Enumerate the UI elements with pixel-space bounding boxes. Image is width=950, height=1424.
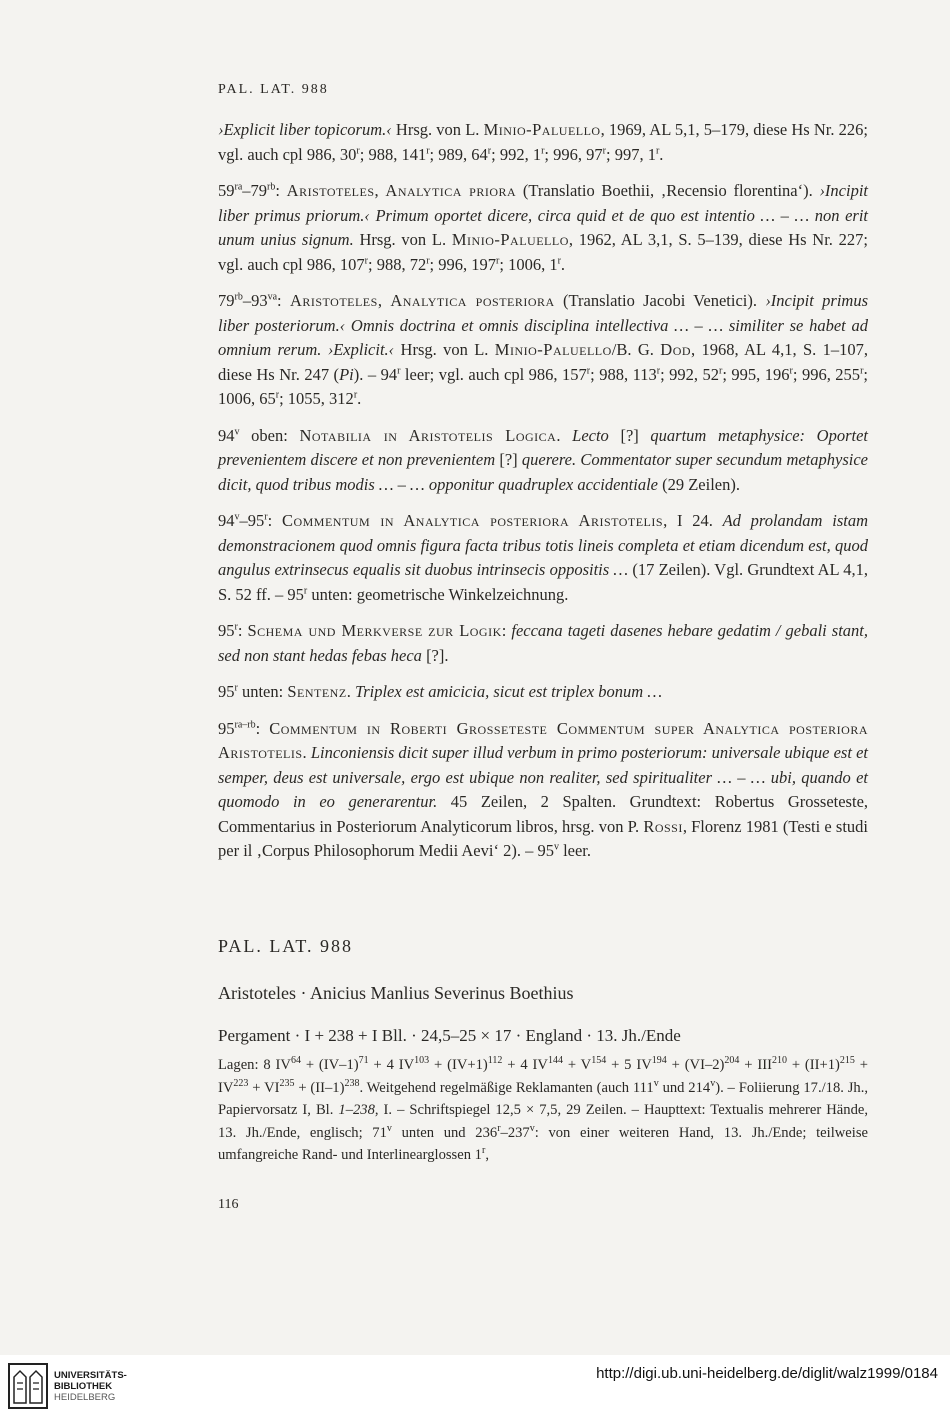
- entry-schema: 95$^r$: Schema und Merkverse zur Logik: feccana tageti dasenes hebare gedatim / gebali stant, sed non stant hedas febas heca [?].: [218, 621, 868, 665]
- entry-analytica-priora: $59^{ra}-79^{rb}$: Aristoteles, Analytica priora (Translatio Boethii, ‚Recensio florentina‘). ›Incipit liber primus priorum.‹ Primum oportet dicere, circa quid et de quo est intentio … – … non erit unum unius signum. Hrsg. von L. Minio-Paluello, 1962, AL 3,1, S. 5–139, diese Hs Nr. 227; vgl. auch cpl 986, 107$^r$; 988, 72$^r$; 996, 197$^r$; 1006, 1$^r$.: [218, 181, 868, 274]
- section-specs: Pergament · I + 238 + I Bll. · 24,5–25 × 17 · England · 13. Jh./Ende: [218, 1026, 681, 1045]
- running-head: PAL. LAT. 988: [218, 82, 329, 97]
- section-shelfmark: PAL. LAT. 988: [218, 936, 354, 956]
- entry-grosseteste: $95^{ra-rb}$: Commentum in Roberti Grosseteste Commentum super Analytica posteriora Aristotelis. Linconiensis dicit super illud verbum in primo posteriorum: universale ubique est et semper, deus est universale, ergo est ubique non realiter, sed spiritualiter … – … ubi, quando et quomodo in eo generarentur. 45 Zeilen, 2 Spalten. Grundtext: Robertus Grosseteste, Commentarius in Posteriorum Analyticorum libros, hrsg. von P. Rossi, Florenz 1981 (Testi e studi per il ‚Corpus Philosophorum Medii Aevi‘ 2). – 95$^v$ leer.: [218, 718, 869, 860]
- entry-sentenz: 95$^r$ unten: Sentenz. Triplex est amicicia, sicut est triplex bonum …: [218, 682, 662, 701]
- entry-analytica-posteriora: $79^{rb}-93^{va}$: Aristoteles, Analytica posteriora (Translatio Jacobi Venetici). ›Incipit primus liber posteriorum.‹ Omnis doctrina et omnis disciplina intellectiva … – … similiter se habet ad omnium rerum. ›Explicit.‹ Hrsg. von L. Minio-Paluello/B. G. Dod, 1968, AL 4,1, S. 1–107, diese Hs Nr. 247 (Pi). – 94$^r$ leer; vgl. auch cpl 986, 157$^r$; 988, 113$^r$; 992, 52$^r$; 995, 196$^r$; 996, 255$^r$; 1006, 65$^r$; 1055, 312$^r$.: [218, 291, 868, 408]
- entry-notabilia: 94$^v$ oben: Notabilia in Aristotelis Logica. Lecto [?] quartum metaphysice: Oportet prevenientem discere et non prevenientem [?] querere. Commentator super secundum metaphysice dicit, quod tribus modis … – … opponitur quadruplex accidentiale (29 Zeilen).: [218, 425, 869, 494]
- codicological-description: Lagen: 8 $IV^{64} + (IV-1)^{71} + 4$ $IV^{103} + (IV+1)^{112} + 4$ $IV^{144} + V^{154} + 5$ $IV^{194} + (VI-2)^{204} + III^{210} + (II+1)^{215} + IV^{223} + VI^{235} + (II-1)^{238}$. Weitgehend regelmäßige Reklamanten (auch 111$^v$ und 214$^v$). – Foliierung 17./18. Jh., Papiervorsatz I, Bl. 1–238, I. – Schriftspiegel 12,5 × 7,5, 29 Zeilen. – Haupttext: Textualis mehrerer Hände, 13. Jh./Ende, englisch; 71$^v$ unten und 236$^r$–237$^v$: von einer weiteren Hand, 13. Jh./Ende; teilweise umfangreiche Rand- und Interlinearglossen 1$^r$,: [218, 1055, 869, 1163]
- university-library-logo-icon: [8, 1363, 48, 1409]
- source-url-link[interactable]: http://digi.ub.uni-heidelberg.de/diglit/walz1999/0184: [596, 1365, 938, 1382]
- section-title: Aristoteles · Anicius Manlius Severinus Boethius: [218, 983, 574, 1003]
- entries-column: [218, 118, 868, 876]
- institution-name: UNIVERSITÄTS- BIBLIOTHEK HEIDELBERG: [54, 1370, 127, 1403]
- entry-commentum: 94$^v$–95$^r$: Commentum in Analytica posteriora Aristotelis, I 24. Ad prolandam istam demonstracionem quod omnis figura facta tribus totis lineis completa et etiam dicendum est, quod angulus extrinsecus equalis sit duobus intrinsecis oppositis … (17 Zeilen). Vgl. Grundtext AL 4,1, S. 52 ff. – 95$^r$ unten: geometrische Winkelzeichnung.: [218, 511, 868, 604]
- page-number: 116: [218, 1197, 239, 1212]
- entry-explicit: ›Explicit liber topicorum.‹ Hrsg. von L. Minio-Paluello, 1969, AL 5,1, 5–179, diese Hs Nr. 226; vgl. auch cpl 986, 30$^r$; 988, 141$^r$; 989, 64$^r$; 992, 1$^r$; 996, 97$^r$; 997, 1$^r$.: [218, 120, 869, 164]
- footer-bar: [0, 1355, 950, 1424]
